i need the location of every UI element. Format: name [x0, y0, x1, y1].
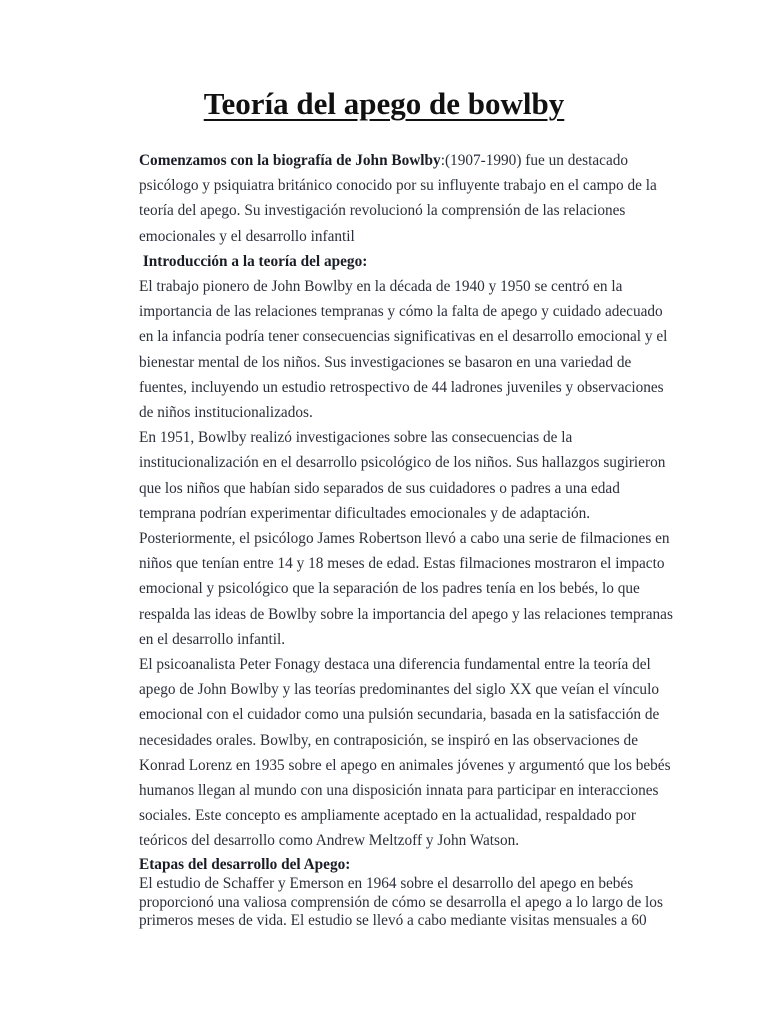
paragraph-trabajo-pionero: El trabajo pionero de John Bowlby en la década de 1940 y 1950 se centró en la importancia de las relaciones tempranas y cómo la falta de apego y cuidado adecuado en la infancia podría tener consecuencias significativas en el desarrollo emocional y el bienestar mental de los niños. Sus investigaciones se basaron en una variedad de fuentes, incluyendo un estudio retrospectivo de 44 ladrones juveniles y observaciones de niños institucionalizados.: [139, 278, 668, 422]
paragraph-schaffer-emerson: El estudio de Schaffer y Emerson en 1964 sobre el desarrollo del apego en bebés proporcionó una valiosa comprensión de cómo se desarrolla el apego a lo largo de los primeros meses de vida. El estudio se llevó a cabo mediante visitas mensuales a 60: [139, 875, 663, 929]
intro-text: :(1907-1990) fue un destacado psicólogo y psiquiatra británico conocido por su influyente trabajo en el campo de la teoría del apego. Su investigación revolucionó la comprensión de las relaciones emocionales y el desarrollo infantil: [139, 152, 657, 245]
section-heading-etapas: Etapas del desarrollo del Apego:: [139, 856, 351, 873]
section-heading-introduccion: Introducción a la teoría del apego:: [139, 252, 368, 270]
section-etapas: [139, 855, 679, 931]
intro-bold-lead: Comenzamos con la biografía de John Bowlby: [139, 152, 441, 169]
paragraph-1951: En 1951, Bowlby realizó investigaciones sobre las consecuencias de la institucionalización en el desarrollo psicológico de los niños. Sus hallazgos sugirieron que los niños que habían sido separados de sus cuidadores o padres a una edad temprana podrían experimentar dificultades emocionales y de adaptación. Posteriormente, el psicólogo James Robertson llevó a cabo una serie de filmaciones en niños que tenían entre 14 y 18 meses de edad. Estas filmaciones mostraron el impacto emocional y psicológico que la separación de los padres tenía en los bebés, lo que respalda las ideas de Bowlby sobre la importancia del apego y las relaciones tempranas en el desarrollo infantil.: [139, 429, 673, 648]
page-title: Teoría del apego de bowlby: [203, 86, 565, 121]
document-body: [139, 148, 679, 854]
paragraph-fonagy: El psicoanalista Peter Fonagy destaca una diferencia fundamental entre la teoría del apego de John Bowlby y las teorías predominantes del siglo XX que veían el vínculo emocional con el cuidador como una pulsión secundaria, basada en la satisfacción de necesidades orales. Bowlby, en contraposición, se inspiró en las observaciones de Konrad Lorenz en 1935 sobre el apego en animales jóvenes y argumentó que los bebés humanos llegan al mundo con una disposición innata para participar en interacciones sociales. Este concepto es ampliamente aceptado en la actualidad, respaldado por teóricos del desarrollo como Andrew Meltzoff y John Watson.: [139, 656, 671, 850]
intro-paragraph: [139, 148, 679, 249]
